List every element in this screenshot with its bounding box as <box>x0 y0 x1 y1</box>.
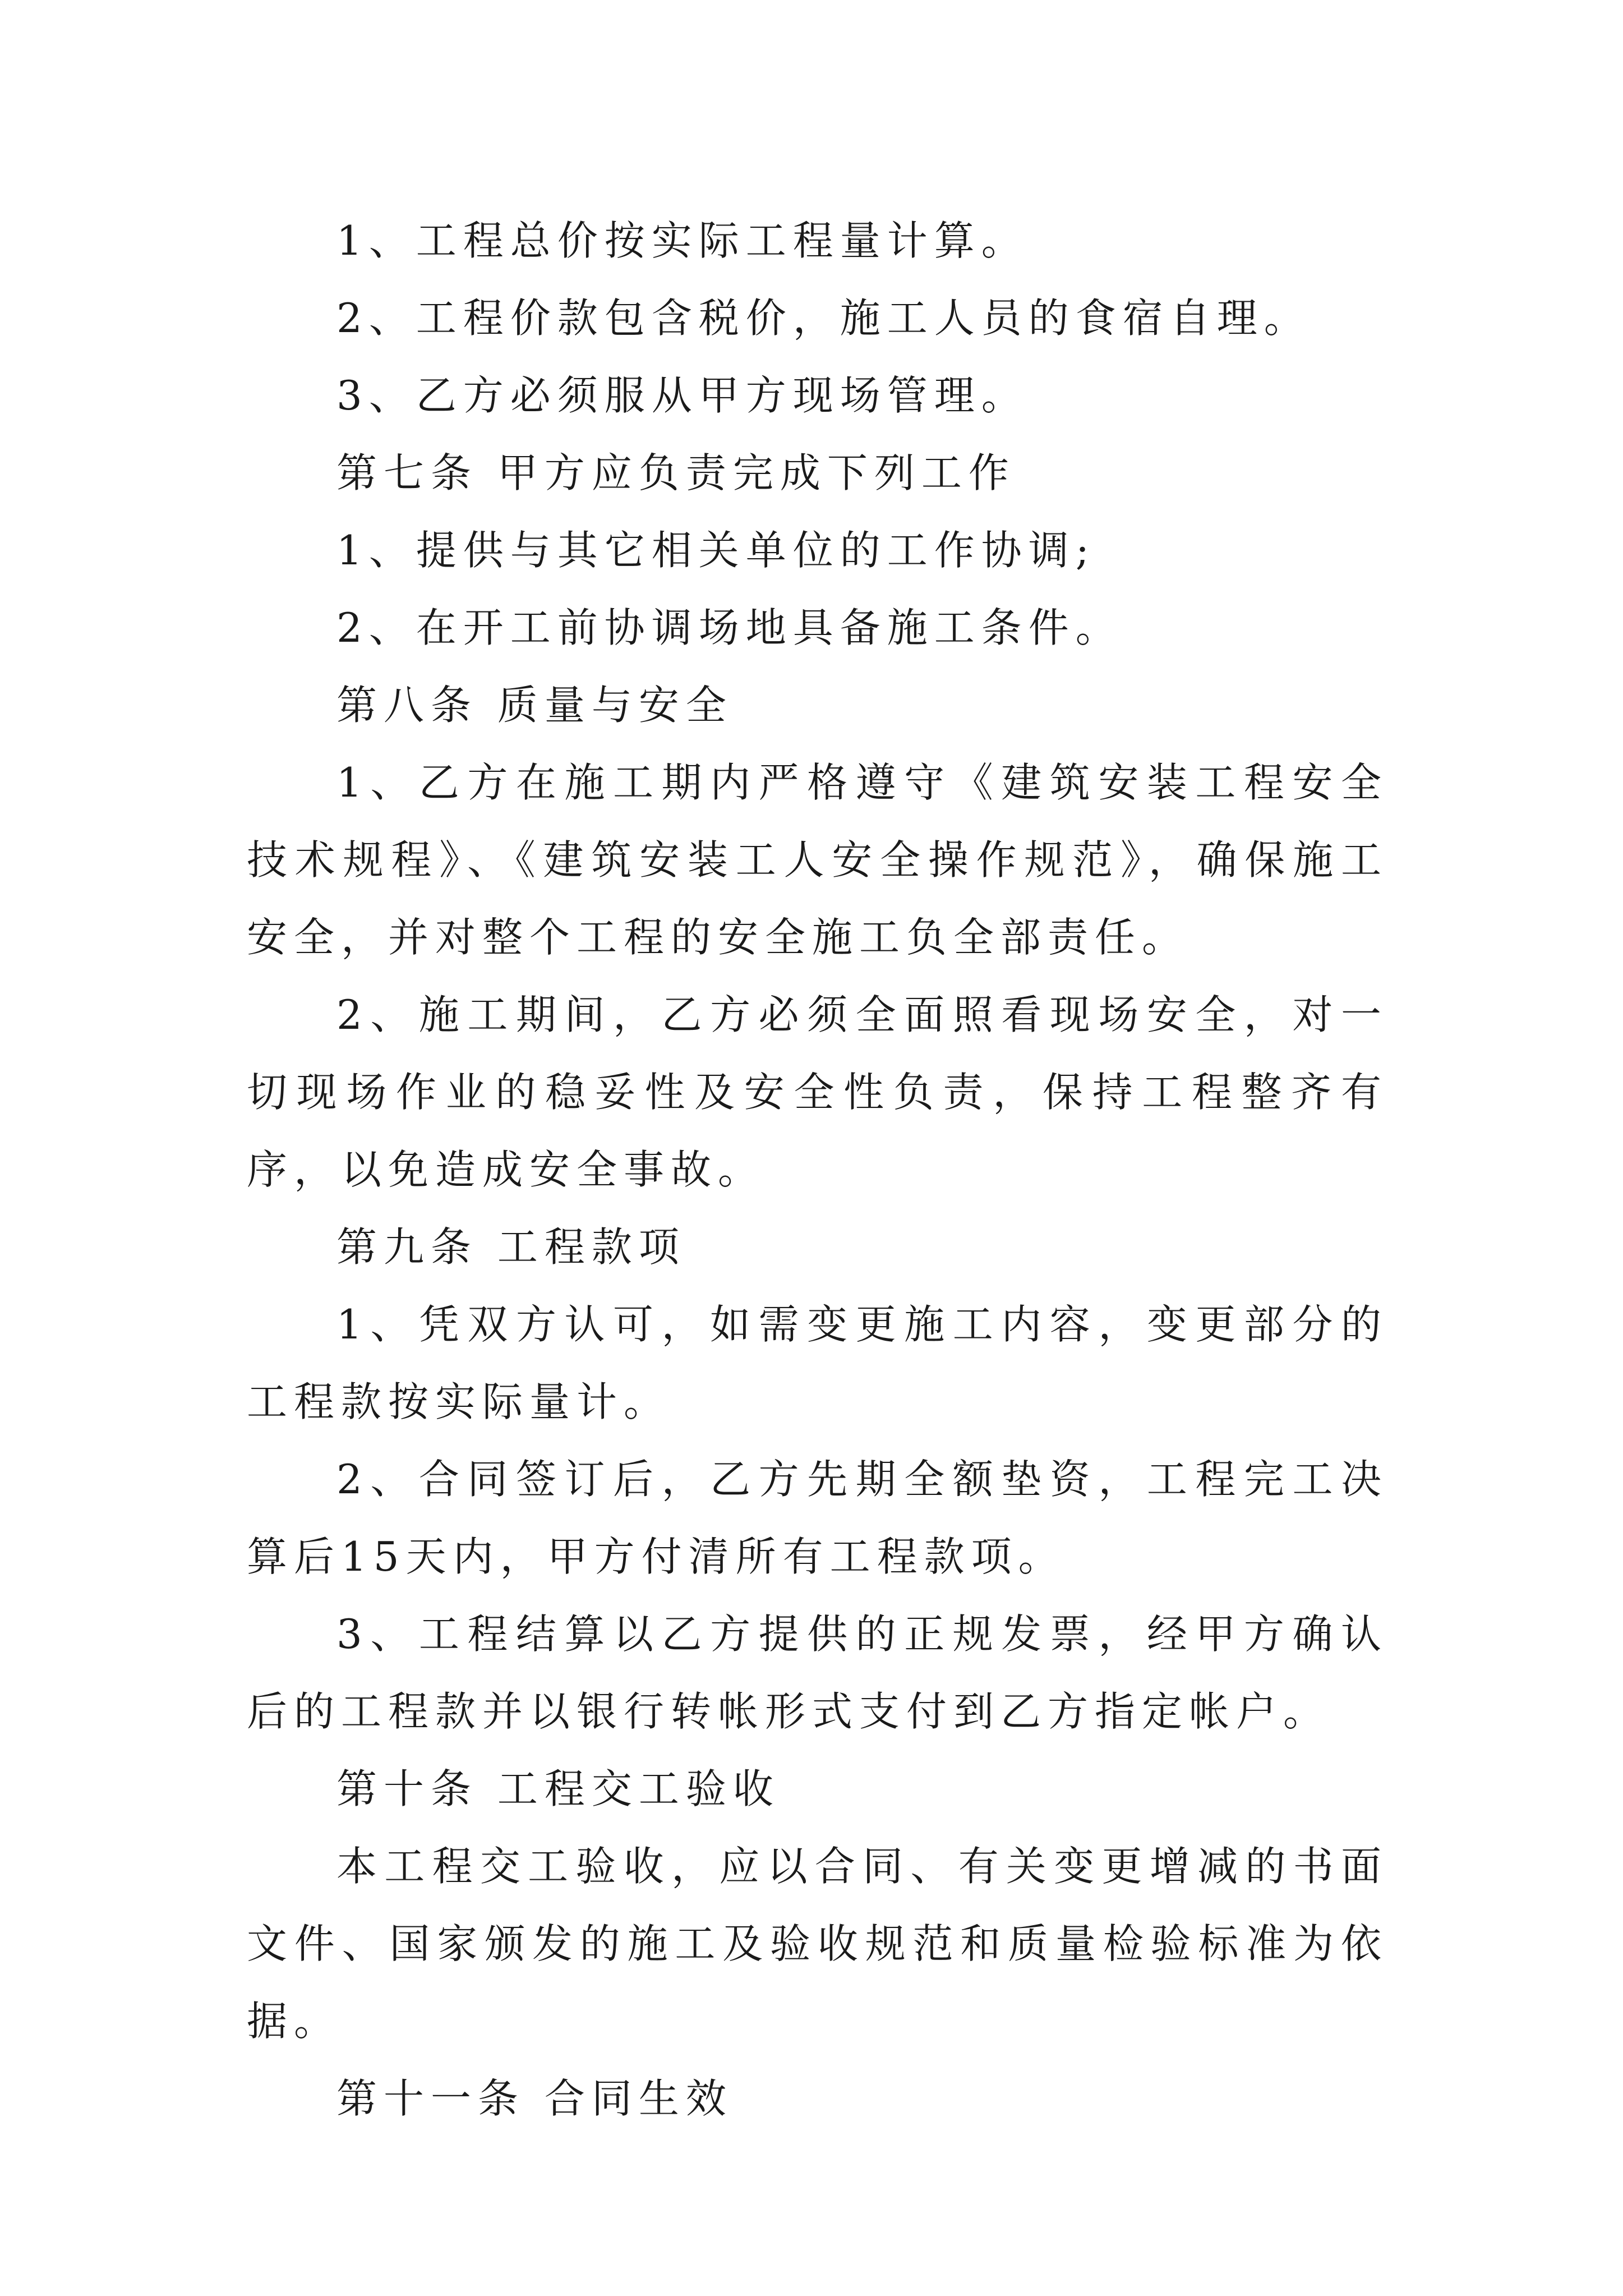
article-heading: 第八条 质量与安全 <box>336 682 733 729</box>
clause-item: 1、工程总价按实际工程量计算。 <box>336 217 1029 264</box>
clause-item: 3、乙方必须服从甲方现场管理。 <box>336 372 1029 419</box>
article-heading: 第九条 工程款项 <box>336 1223 686 1271</box>
clause-item: 2、合同签订后，乙方先期全额垫资，工程完工决算后15天内，甲方付清所有工程款项。 <box>247 1456 1388 1580</box>
clause-item: 3、工程结算以乙方提供的正规发票，经甲方确认后的工程款并以银行转帐形式支付到乙方指定帐户。 <box>247 1611 1388 1735</box>
contract-body <box>247 202 1388 2137</box>
article-heading: 第十一条 合同生效 <box>336 2075 733 2122</box>
clause-item: 2、在开工前协调场地具备施工条件。 <box>336 604 1123 651</box>
clause-item: 2、施工期间，乙方必须全面照看现场安全，对一切现场作业的稳妥性及安全性负责，保持工程整齐有序，以免造成安全事故。 <box>247 991 1388 1193</box>
clause-item: 1、凭双方认可，如需变更施工内容，变更部分的工程款按实际量计。 <box>247 1301 1388 1425</box>
clause-item: 2、工程价款包含税价，施工人员的食宿自理。 <box>336 295 1311 342</box>
clause-item: 1、提供与其它相关单位的工作协调; <box>336 527 1096 574</box>
article-heading: 第七条 甲方应负责完成下列工作 <box>336 449 1016 496</box>
clause-item: 1、乙方在施工期内严格遵守《建筑安装工程安全技术规程》、《建筑安装工人安全操作规范》，确保施工安全，并对整个工程的安全施工负全部责任。 <box>247 759 1388 961</box>
clause-item: 本工程交工验收，应以合同、有关变更增减的书面文件、国家颁发的施工及验收规范和质量检验标准为依据。 <box>247 1843 1388 2045</box>
article-heading: 第十条 工程交工验收 <box>336 1765 780 1812</box>
